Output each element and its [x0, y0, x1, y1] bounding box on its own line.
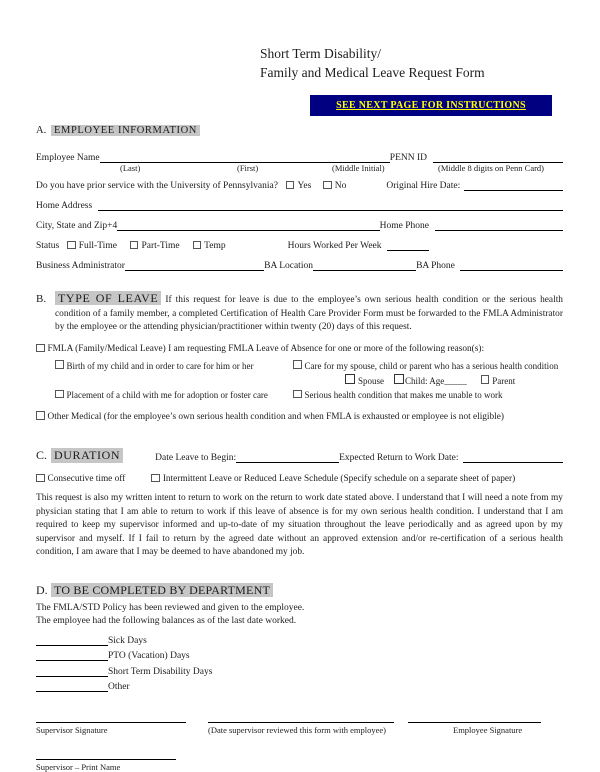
reason-row-3: [36, 390, 563, 401]
home-address-row: [36, 199, 563, 211]
reason-serious: [293, 390, 563, 401]
sublabel-last: (Last): [120, 163, 141, 173]
intermittent-label: Intermittent Leave or Reduced Leave Schedule (Specify schedule on a separate sheet of paper): [162, 474, 516, 484]
pto-days-label: PTO (Vacation) Days: [108, 651, 190, 661]
status-row: [36, 239, 563, 251]
section-b-intro: If this request for leave is due to the employee’s own serious health condition or the serious health condition of a family member, a completed Certification of Health Care Provider Form must be forwarded to the FMLA Administrator by the employee or the attending physician/practitioner within twenty (20) days of this request.: [55, 295, 563, 332]
section-d-letter: D.: [36, 582, 48, 597]
parent-checkbox[interactable]: [481, 375, 490, 384]
return-date-label: Expected Return to Work Date:: [339, 452, 459, 463]
fmla-row: [36, 344, 563, 355]
balance-row-other: [36, 680, 563, 692]
signature-row: [36, 722, 563, 735]
employee-name-label: Employee Name: [36, 153, 100, 163]
prior-service-no-label: No: [334, 181, 347, 191]
prior-service-yes-checkbox[interactable]: [286, 181, 295, 190]
balance-row-std: [36, 665, 563, 677]
section-a-heading: EMPLOYEE INFORMATION: [51, 125, 200, 136]
date-begin-field[interactable]: [236, 451, 339, 463]
section-c-letter: C.: [36, 447, 48, 462]
hours-label: Hours Worked Per Week: [287, 241, 382, 251]
home-phone-label: Home Phone: [379, 221, 429, 231]
parent-label: Parent: [492, 375, 516, 386]
placement-checkbox[interactable]: [55, 390, 64, 399]
spouse-checkbox[interactable]: [345, 374, 355, 384]
section-d-heading: TO BE COMPLETED BY DEPARTMENT: [51, 583, 273, 597]
prior-service-yes-label: Yes: [297, 181, 312, 191]
home-address-label: Home Address: [36, 201, 93, 211]
instructions-banner: [310, 95, 552, 116]
fmla-checkbox[interactable]: [36, 344, 45, 353]
sick-days-field[interactable]: [36, 634, 108, 646]
status-temp-checkbox[interactable]: [193, 241, 202, 250]
serious-checkbox[interactable]: [293, 390, 302, 399]
reason-row-1: [36, 360, 563, 371]
section-d-header: [36, 583, 563, 598]
sick-days-label: Sick Days: [108, 635, 147, 646]
section-b-heading: TYPE OF LEAVE: [55, 291, 161, 305]
home-address-field[interactable]: [98, 199, 563, 211]
employee-name-row: [36, 151, 563, 163]
supervisor-signature-label: Supervisor Signature: [36, 725, 108, 735]
penn-id-field[interactable]: [433, 151, 563, 163]
city-state-label: City, State and Zip+4: [36, 221, 118, 231]
other-days-label: Other: [108, 682, 130, 692]
section-c-header: [36, 448, 563, 463]
reason-placement: [36, 390, 293, 401]
supervisor-print-name-block[interactable]: [36, 759, 176, 772]
other-medical-label: Other Medical (for the employee’s own serious health condition and when FMLA is exhausted or employee is not eligible): [47, 411, 504, 422]
status-parttime-label: Part-Time: [141, 241, 180, 251]
reason-care: [293, 360, 563, 371]
care-sub-options: [293, 374, 563, 386]
ba-phone-label: BA Phone: [416, 261, 455, 271]
return-intent-paragraph: This request is also my written intent to return to work on the return to work date stated above. I understand that I will need a note from my physician stating that I am able to return to work if this leave of absence is for my own serious health condition. I understand that I am required to keep my supervisor informed and up-to-date of my situation throughout the leave periodically and as agreed upon by my supervisor and myself. If I fail to return by the agreed date without an approved extension and/or re-certification of a serious health condition, I am aware that I may be deemed to have abandoned my job.: [36, 493, 563, 557]
policy-reviewed-line: The FMLA/STD Policy has been reviewed and given to the employee.: [36, 602, 305, 613]
supervisor-signature-block[interactable]: [36, 722, 186, 735]
other-medical-checkbox[interactable]: [36, 411, 45, 420]
prior-service-question: Do you have prior service with the University of Pennsylvania?: [36, 181, 278, 191]
sublabel-first: (First): [237, 163, 259, 173]
business-admin-row: [36, 259, 563, 271]
form-title: [260, 44, 563, 82]
care-checkbox[interactable]: [293, 360, 302, 369]
instructions-link[interactable]: SEE NEXT PAGE FOR INSTRUCTIONS: [336, 100, 526, 111]
status-temp-label: Temp: [204, 241, 226, 251]
child-checkbox[interactable]: [394, 374, 404, 384]
employee-signature-block[interactable]: [408, 722, 541, 735]
date-begin-label: Date Leave to Begin:: [155, 452, 237, 463]
business-admin-field[interactable]: [125, 259, 264, 271]
supervisor-print-name-label: Supervisor – Print Name: [36, 762, 121, 772]
schedule-row: [36, 474, 563, 485]
penn-id-label: PENN ID: [389, 153, 427, 163]
status-fulltime-checkbox[interactable]: [67, 241, 76, 250]
home-phone-field[interactable]: [435, 219, 563, 231]
sublabel-middle: (Middle Initial): [332, 163, 385, 173]
status-parttime-checkbox[interactable]: [130, 241, 139, 250]
pto-days-field[interactable]: [36, 649, 108, 661]
ba-phone-field[interactable]: [460, 259, 563, 271]
placement-label: Placement of a child with me for adoption or foster care: [66, 390, 268, 400]
intermittent-checkbox[interactable]: [151, 474, 160, 483]
balance-row-sick: [36, 634, 563, 646]
sublabel-penn: (Middle 8 digits on Penn Card): [438, 163, 545, 173]
std-days-field[interactable]: [36, 665, 108, 677]
original-hire-field[interactable]: [464, 179, 563, 191]
other-days-field[interactable]: [36, 680, 108, 692]
balance-row-pto: [36, 649, 563, 661]
section-a-letter: A.: [36, 125, 47, 136]
date-reviewed-block[interactable]: [208, 722, 394, 735]
employee-name-field[interactable]: [100, 151, 390, 163]
birth-label: Birth of my child and in order to care for him or her: [66, 360, 254, 371]
prior-service-no-checkbox[interactable]: [323, 181, 332, 190]
serious-label: Serious health condition that makes me unable to work: [304, 390, 503, 400]
section-a-header: [36, 125, 563, 136]
consecutive-checkbox[interactable]: [36, 474, 45, 483]
section-c-heading: DURATION: [51, 448, 123, 463]
employee-signature-label: Employee Signature: [453, 725, 523, 735]
form-title-line2: Family and Medical Leave Request Form: [260, 65, 485, 80]
consecutive-label: Consecutive time off: [47, 474, 126, 484]
reason-birth: [36, 360, 293, 371]
hours-field[interactable]: [387, 239, 429, 251]
status-label: Status: [36, 241, 60, 251]
section-b-header: [36, 292, 563, 335]
prior-service-row: [36, 179, 563, 191]
original-hire-label: Original Hire Date:: [386, 181, 461, 191]
form-title-line1: Short Term Disability/: [260, 46, 382, 61]
spouse-label: Spouse: [358, 375, 385, 386]
return-date-field[interactable]: [463, 451, 563, 463]
child-label: Child: Age_____: [405, 375, 467, 386]
reason-row-2: [36, 374, 563, 386]
city-state-row: [36, 219, 563, 231]
business-admin-label: Business Administrator: [36, 261, 125, 271]
balances-line: The employee had the following balances as of the last date worked.: [36, 615, 297, 626]
ba-location-field[interactable]: [313, 259, 416, 271]
other-medical-row: [36, 411, 563, 422]
status-fulltime-label: Full-Time: [78, 241, 117, 251]
care-label: Care for my spouse, child or parent who has a serious health condition: [304, 360, 559, 371]
section-b-letter: B.: [36, 293, 47, 305]
date-reviewed-label: (Date supervisor reviewed this form with employee): [208, 725, 386, 735]
birth-checkbox[interactable]: [55, 360, 64, 369]
std-days-label: Short Term Disability Days: [108, 666, 213, 677]
name-sublabels: [36, 163, 563, 174]
ba-location-label: BA Location: [264, 261, 313, 271]
city-state-field[interactable]: [117, 219, 379, 231]
fmla-label: FMLA (Family/Medical Leave) I am requesting FMLA Leave of Absence for one or more of the following reason(s):: [47, 344, 485, 354]
department-notes: [36, 602, 563, 628]
